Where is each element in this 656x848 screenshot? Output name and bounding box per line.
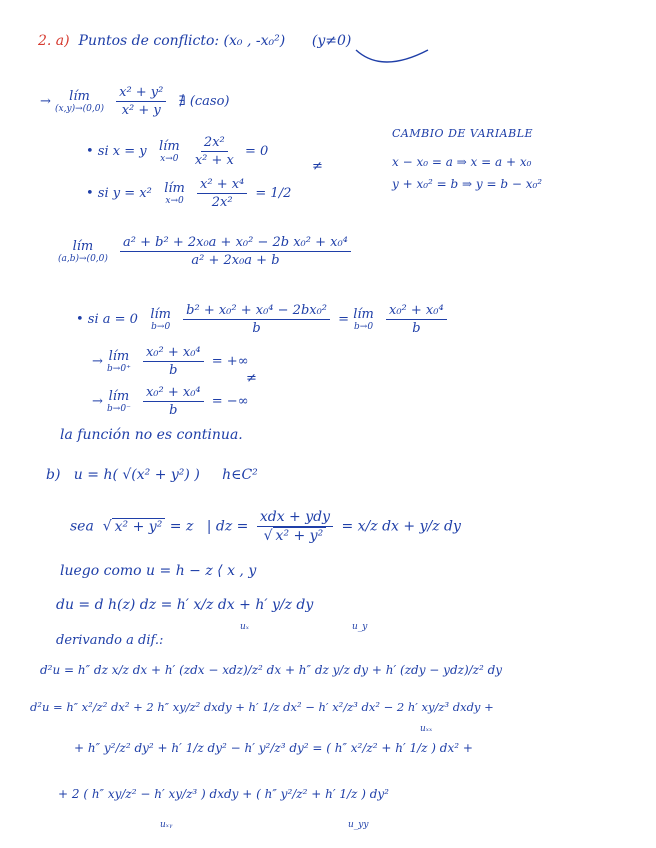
header: [38, 34, 351, 48]
uyy-annotation: u_yy: [348, 820, 369, 830]
limit-ab-row: lím (a,b)→(0,0) $\frac{\text{a² + b² + 2x₀a + x₀² − 2b x₀² + x₀⁴}}{\text{a² + 2x₀a + b}}$: [58, 236, 355, 267]
uy-annotation: u_y: [352, 622, 368, 632]
change-variable-eq1: x − x₀ = a ⇒ x = a + x₀: [392, 155, 532, 169]
side-limit-plus: → lím b→0⁺ $\frac{\text{x₀² + x₀⁴}}{b}$ = +∞: [92, 345, 249, 378]
main-limit-row: → lím (x,y)→(0,0) $\frac{\text{x² + y²}}{\text{x² + y}}$ ∄ (caso): [40, 85, 230, 118]
not-equal-mark-2: ≠: [246, 371, 257, 386]
case-y-eq-x2: • si y = x² lím x→0 $\frac{\text{x² + x⁴}}{\text{2x²}}$ = 1/2: [86, 177, 292, 210]
conflict-arrow: [352, 44, 432, 74]
main-limit-note: ∄ (caso): [178, 94, 230, 109]
part-b-definition: b) u = h( √(x² + y²) ) h∈C²: [46, 467, 258, 483]
d2u-line-2: d²u = h″ x²/z² dx² + 2 h″ xy/z² dxdy + h′ 1/z dx² − h′ x²/z³ dx² − 2 h′ xy/z³ dxdy +: [30, 700, 494, 714]
header-condition: (y≠0): [311, 33, 352, 49]
not-equal-mark-1: ≠: [312, 159, 323, 174]
fraction-ab: $\frac{\text{a² + b² + 2x₀a + x₀² − 2b x₀² + x₀⁴}}{\text{a² + 2x₀a + b}}$: [120, 236, 351, 267]
problem-label: 2. a): [38, 33, 70, 49]
case-x-eq-y: • si x = y lím x→0 $\frac{\text{2x²}}{\text{x² + x}}$ = 0: [86, 135, 269, 168]
change-variable-title: CAMBIO DE VARIABLE: [392, 127, 534, 140]
conclusion: la función no es continua.: [60, 427, 243, 443]
derivando-line: derivando a dif.:: [56, 633, 164, 648]
sea-line: sea √ x² + y² = z | dz = $\frac{\text{xdx + ydy}}{\text{√ x² + y²}}$ = x/z dx + y/z dy: [70, 509, 461, 544]
d2u-line-1: d²u = h″ dz x/z dx + h′ (zdx − xdz)/z² dx + h″ dz y/z dy + h′ (zdy − ydz)/z² dy: [40, 663, 503, 677]
du-line: du = d h(z) dz = h′ x/z dx + h′ y/z dy: [56, 597, 314, 613]
uxx-annotation: uₓₓ: [420, 724, 433, 734]
ux-annotation: uₓ: [240, 622, 249, 632]
change-variable-eq2: y + x₀² = b ⇒ y = b − x₀²: [392, 177, 543, 191]
side-limit-minus: → lím b→0⁻ $\frac{\text{x₀² + x₀⁴}}{b}$ = −∞: [92, 385, 249, 418]
d2u-line-4: + 2 ( h″ xy/z² − h′ xy/z³ ) dxdy + ( h″ y²/z² + h′ 1/z ) dy²: [58, 787, 389, 801]
luego-line: luego como u = h − z ⟨ x , y: [60, 563, 257, 579]
case-a-eq-0: • si a = 0 lím b→0 $\frac{\text{b² + x₀² + x₀⁴ − 2bx₀²}}{b}$ = lím b→0 $\frac{\text{x₀² + x₀⁴}}{b}$: [76, 304, 451, 335]
d2u-line-3: + h″ y²/z² dy² + h′ 1/z dy² − h′ y²/z³ dy² = ( h″ x²/z² + h′ 1/z ) dx² +: [74, 741, 473, 755]
header-title: Puntos de conflicto: (x₀ , -x₀²): [78, 33, 286, 49]
fraction-main: $\frac{\text{x² + y²}}{\text{x² + y}}$: [116, 86, 166, 117]
limit-main: lím (x,y)→(0,0): [55, 88, 104, 114]
uxy-annotation: uₓᵧ: [160, 820, 173, 830]
